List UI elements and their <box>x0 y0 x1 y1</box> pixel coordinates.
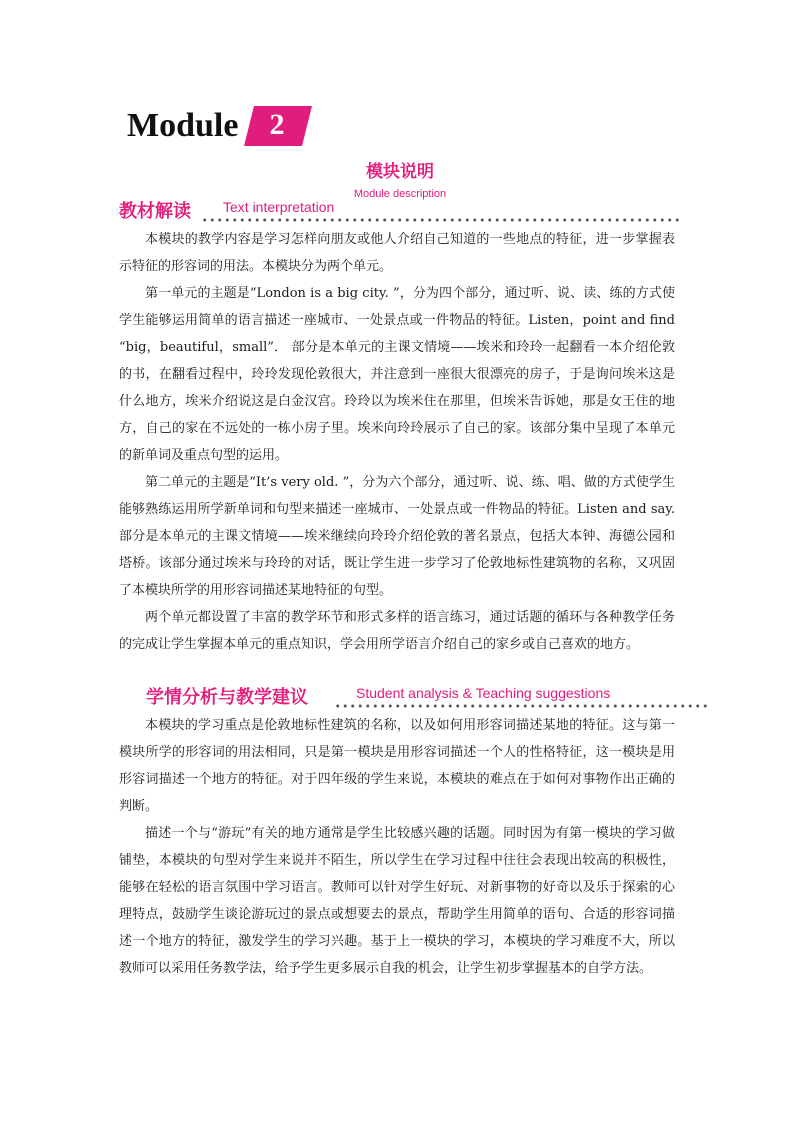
module-label: Module <box>127 107 239 144</box>
section-title-cn: 教材解读 <box>119 201 191 222</box>
paragraph: 本模块的教学内容是学习怎样向朋友或他人介绍自己知道的一些地点的特征，进一步掌握表示特征的形容词的用法。本模块分为两个单元。 <box>119 232 675 274</box>
text-interpretation-body <box>119 226 675 658</box>
paragraph: 第一单元的主题是“London is a big city. ”，分为四个部分，通过听、说、读、练的方式使学生能够运用简单的语言描述一座城市、一处景点或一件物品的特征。Listen，point and find “big，beautiful，small”． 部分是本单元的主课文情境——埃米和玲玲一起翻看一本介绍伦敦的书，在翻看过程中，玲玲发现伦敦很大，并注意到一座很大很漂亮的房子，于是询问埃米这是什么地方，埃米介绍说这是白金汉宫。玲玲以为埃米住在那里，但埃米告诉她，那是女王住的地方，自己的家在不远处的一栋小房子里。埃米向玲玲展示了自己的家。该部分集中呈现了本单元的新单词及重点句型的运用。 <box>119 286 675 463</box>
dotted-leader <box>334 703 708 709</box>
paragraph: 本模块的学习重点是伦敦地标性建筑的名称，以及如何用形容词描述某地的特征。这与第一模块所学的形容词的用法相同，只是第一模块是用形容词描述一个人的性格特征，这一模块是用形容词描述一个地方的特征。对于四年级的学生来说，本模块的难点在于如何对事物作出正确的判断。 <box>119 718 675 814</box>
module-number: 2 <box>269 108 285 141</box>
section-heading-student-analysis <box>146 686 708 710</box>
dotted-leader <box>201 217 679 223</box>
section-title-en: Text interpretation <box>223 199 335 215</box>
module-description-subtitle: Module description <box>353 188 447 200</box>
section-heading-text-interpretation <box>119 200 679 224</box>
paragraph: 描述一个与“游玩”有关的地方通常是学生比较感兴趣的话题。同时因为有第一模块的学习做铺垫，本模块的句型对学生来说并不陌生，所以学生在学习过程中往往会表现出较高的积极性，能够在轻松的语言氛围中学习语言。教师可以针对学生好玩、对新事物的好奇以及乐于探索的心理特点，鼓励学生谈论游玩过的景点或想要去的景点，帮助学生用简单的语句、合适的形容词描述一个地方的特征，激发学生的学习兴趣。基于上一模块的学习，本模块的学习难度不大，所以教师可以采用任务教学法，给予学生更多展示自我的机会，让学生初步掌握基本的自学方法。 <box>119 826 675 976</box>
module-description-title: 模块说明 <box>366 162 434 182</box>
section-title-cn: 学情分析与教学建议 <box>146 687 308 708</box>
paragraph: 两个单元都设置了丰富的教学环节和形式多样的语言练习，通过话题的循环与各种教学任务的完成让学生掌握本单元的重点知识，学会用所学语言介绍自己的家乡或自己喜欢的地方。 <box>119 610 675 652</box>
student-analysis-body <box>119 712 675 982</box>
section-title-en: Student analysis & Teaching suggestions <box>356 685 611 701</box>
paragraph: 第二单元的主题是“It’s very old. ”，分为六个部分，通过听、说、练、唱、做的方式使学生能够熟练运用所学新单词和句型来描述一座城市、一处景点或一件物品的特征。Listen and say. 部分是本单元的主课文情境——埃米继续向玲玲介绍伦敦的著名景点，包括大本钟、海德公园和塔桥。该部分通过埃米与玲玲的对话，既让学生进一步学习了伦敦地标性建筑物的名称，又巩固了本模块所学的用形容词描述某地特征的句型。 <box>119 475 675 598</box>
